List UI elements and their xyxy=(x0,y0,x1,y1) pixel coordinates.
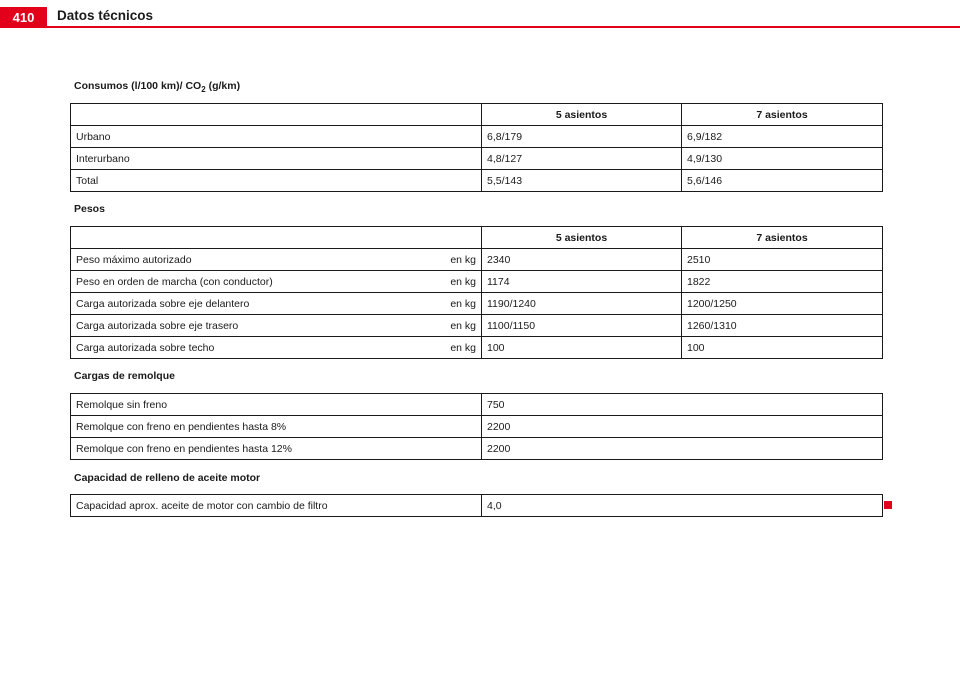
row-label: Urbano xyxy=(71,126,482,148)
cell-7: 1822 xyxy=(682,271,883,293)
table-row xyxy=(71,148,883,170)
unit-label: en kg xyxy=(450,275,476,288)
table-row xyxy=(71,126,883,148)
cell-value: 4,0 xyxy=(482,495,883,517)
end-of-section-square-icon xyxy=(884,501,892,509)
consumos-table xyxy=(70,103,883,192)
row-label: Total xyxy=(71,170,482,192)
pesos-title: Pesos xyxy=(74,203,105,215)
table-row xyxy=(71,438,883,460)
cell-5: 6,8/179 xyxy=(482,126,682,148)
row-label xyxy=(71,315,482,337)
cell-5: 1100/1150 xyxy=(482,315,682,337)
table-header-row xyxy=(71,227,883,249)
col-7-asientos: 7 asientos xyxy=(682,227,883,249)
cell-value: 750 xyxy=(482,394,883,416)
aceite-title: Capacidad de relleno de aceite motor xyxy=(74,472,261,484)
label-text: Carga autorizada sobre techo xyxy=(76,341,215,354)
cell-7: 1200/1250 xyxy=(682,293,883,315)
table-row xyxy=(71,271,883,293)
table-row xyxy=(71,394,883,416)
consumos-title xyxy=(74,80,240,94)
cell-7: 2510 xyxy=(682,249,883,271)
unit-label: en kg xyxy=(450,253,476,266)
table-row xyxy=(71,249,883,271)
remolque-title: Cargas de remolque xyxy=(74,370,175,382)
page-header xyxy=(0,0,960,28)
consumos-title-suffix: (g/km) xyxy=(205,80,241,92)
remolque-table xyxy=(70,393,883,460)
consumos-title-prefix: Consumos (l/100 km)/ CO xyxy=(74,80,202,92)
cell-5: 1190/1240 xyxy=(482,293,682,315)
pesos-table xyxy=(70,226,883,359)
cell-5: 100 xyxy=(482,337,682,359)
cell-7: 100 xyxy=(682,337,883,359)
row-label: Remolque sin freno xyxy=(71,394,482,416)
row-label xyxy=(71,249,482,271)
consumos-title-sub: 2 xyxy=(201,85,206,95)
cell-7: 1260/1310 xyxy=(682,315,883,337)
row-label: Remolque con freno en pendientes hasta 8% xyxy=(71,416,482,438)
cell-7: 5,6/146 xyxy=(682,170,883,192)
header-blank xyxy=(71,104,482,126)
unit-label: en kg xyxy=(450,319,476,332)
row-label xyxy=(71,271,482,293)
table-row xyxy=(71,495,883,517)
page-title: Datos técnicos xyxy=(57,8,154,23)
unit-label: en kg xyxy=(450,341,476,354)
label-text: Peso en orden de marcha (con conductor) xyxy=(76,275,273,288)
header-rule xyxy=(0,26,960,28)
table-row xyxy=(71,337,883,359)
cell-7: 6,9/182 xyxy=(682,126,883,148)
cell-5: 5,5/143 xyxy=(482,170,682,192)
label-text: Carga autorizada sobre eje delantero xyxy=(76,297,250,310)
row-label: Remolque con freno en pendientes hasta 12% xyxy=(71,438,482,460)
page-number: 410 xyxy=(0,7,47,28)
cell-value: 2200 xyxy=(482,416,883,438)
cell-5: 2340 xyxy=(482,249,682,271)
cell-value: 2200 xyxy=(482,438,883,460)
cell-7: 4,9/130 xyxy=(682,148,883,170)
table-header-row xyxy=(71,104,883,126)
col-7-asientos: 7 asientos xyxy=(682,104,883,126)
table-row xyxy=(71,293,883,315)
aceite-table xyxy=(70,494,883,517)
row-label xyxy=(71,337,482,359)
cell-5: 4,8/127 xyxy=(482,148,682,170)
table-row xyxy=(71,315,883,337)
table-row xyxy=(71,170,883,192)
row-label: Interurbano xyxy=(71,148,482,170)
col-5-asientos: 5 asientos xyxy=(482,227,682,249)
table-row xyxy=(71,416,883,438)
header-blank xyxy=(71,227,482,249)
row-label: Capacidad aprox. aceite de motor con cambio de filtro xyxy=(71,495,482,517)
row-label xyxy=(71,293,482,315)
label-text: Carga autorizada sobre eje trasero xyxy=(76,319,239,332)
cell-5: 1174 xyxy=(482,271,682,293)
col-5-asientos: 5 asientos xyxy=(482,104,682,126)
label-text: Peso máximo autorizado xyxy=(76,253,192,266)
unit-label: en kg xyxy=(450,297,476,310)
